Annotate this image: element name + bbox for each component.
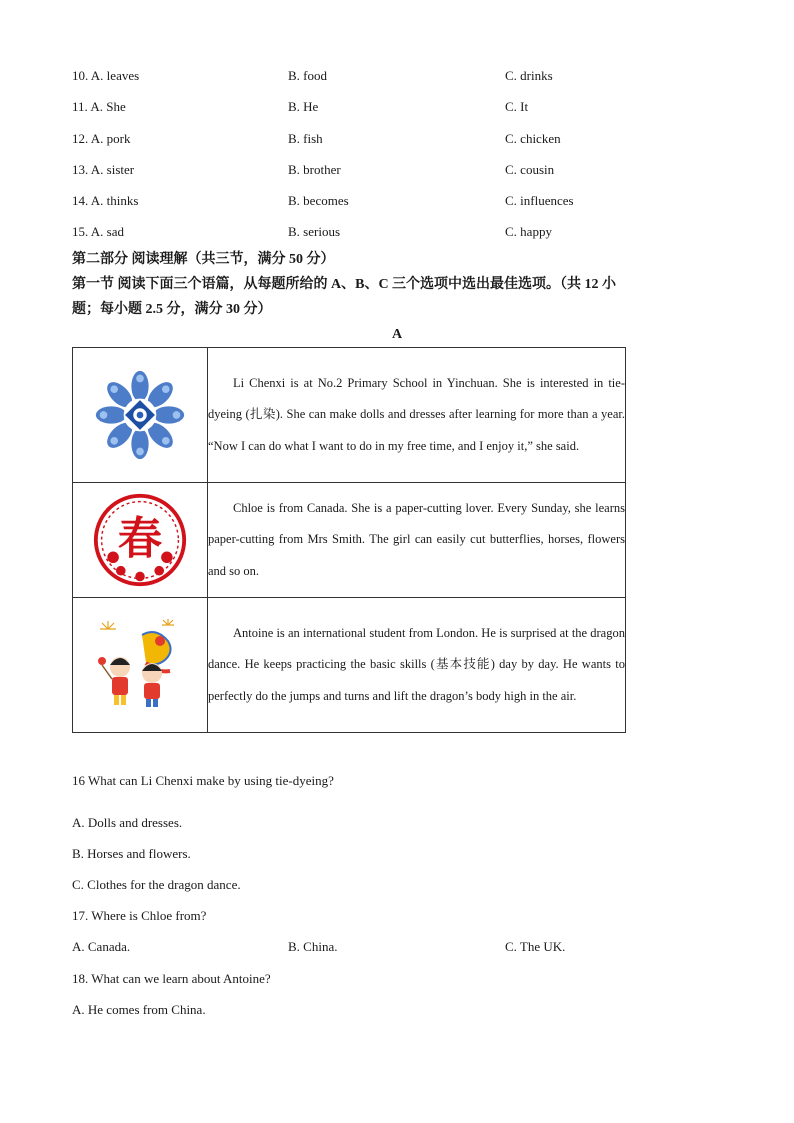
q16-option-b: B. Horses and flowers.: [72, 846, 191, 861]
passage-title: A: [391, 327, 403, 342]
choice-c: C. It: [505, 99, 529, 114]
passage-chloe: Chloe is from Canada. She is a paper-cutting lover. Every Sunday, she learns paper-cutting from Mrs Smith. The girl can easily cut butterflies, horses, flowers and so on.: [208, 483, 626, 598]
q17-option-c: C. The UK.: [505, 939, 566, 954]
tie-dye-pattern-icon: [92, 367, 188, 463]
q17-options: [0, 938, 794, 956]
choice-a: 11. A. She: [72, 99, 126, 114]
choice-c: C. cousin: [505, 162, 555, 177]
q17-option-a: A. Canada.: [72, 939, 131, 954]
q16-option-c: C. Clothes for the dragon dance.: [72, 877, 241, 892]
tie-dye-image-cell: [73, 348, 208, 483]
choice-b: B. food: [288, 68, 327, 83]
choice-a: 14. A. thinks: [72, 193, 139, 208]
q16-option-a: A. Dolls and dresses.: [72, 815, 183, 830]
choice-row-14: [0, 192, 794, 210]
choice-c: C. influences: [505, 193, 574, 208]
choice-a: 15. A. sad: [72, 224, 125, 239]
choice-a: 13. A. sister: [72, 162, 135, 177]
passage-row-dragon-dance: [73, 598, 626, 733]
question-18: 18. What can we learn about Antoine?: [72, 971, 271, 986]
choice-row-11: [0, 98, 794, 116]
choice-b: B. fish: [288, 131, 323, 146]
choice-c: C. happy: [505, 224, 552, 239]
passage-table: [72, 347, 626, 733]
paper-cut-spring-icon: [92, 492, 188, 588]
choice-b: B. brother: [288, 162, 341, 177]
q18-option-a: A. He comes from China.: [72, 1002, 206, 1017]
section1-heading-line1: 第一节 阅读下面三个语篇，从每题所给的 A、B、C 三个选项中选出最佳选项。（共 12 小: [72, 277, 617, 292]
choice-row-10: [0, 67, 794, 85]
choice-c: C. drinks: [505, 68, 553, 83]
choice-b: B. He: [288, 99, 319, 114]
choice-row-13: [0, 161, 794, 179]
question-16: 16 What can Li Chenxi make by using tie-dyeing?: [72, 773, 334, 788]
passage-row-tie-dye: [73, 348, 626, 483]
choice-row-15: [0, 223, 794, 241]
question-17: 17. Where is Chloe from?: [72, 908, 207, 923]
part2-heading: 第二部分 阅读理解（共三节，满分 50 分）: [72, 252, 335, 267]
choice-b: B. becomes: [288, 193, 349, 208]
passage-li-chenxi: Li Chenxi is at No.2 Primary School in Yinchuan. She is interested in tie-dyeing (扎染). She can make dolls and dresses after learning for more than a year. “Now I can do what I want to do in my free time, and I enjoy it,” she said.: [208, 348, 626, 483]
paper-cut-image-cell: [73, 483, 208, 598]
dragon-dance-kids-icon: [90, 615, 190, 715]
choice-c: C. chicken: [505, 131, 561, 146]
choice-b: B. serious: [288, 224, 340, 239]
section1-heading-line2: 题；每小题 2.5 分，满分 30 分）: [72, 302, 272, 317]
passage-antoine: Antoine is an international student from London. He is surprised at the dragon dance. He keeps practicing the basic skills (基本技能) day by day. He wants to perfectly do the jumps and turns and lift the dragon’s body high in the air.: [208, 598, 626, 733]
q17-option-b: B. China.: [288, 939, 338, 954]
paper-cut-character: 春: [117, 513, 163, 565]
dragon-dance-image-cell: [73, 598, 208, 733]
choice-row-12: [0, 130, 794, 148]
choice-a: 10. A. leaves: [72, 68, 140, 83]
passage-row-paper-cutting: [73, 483, 626, 598]
choice-a: 12. A. pork: [72, 131, 131, 146]
